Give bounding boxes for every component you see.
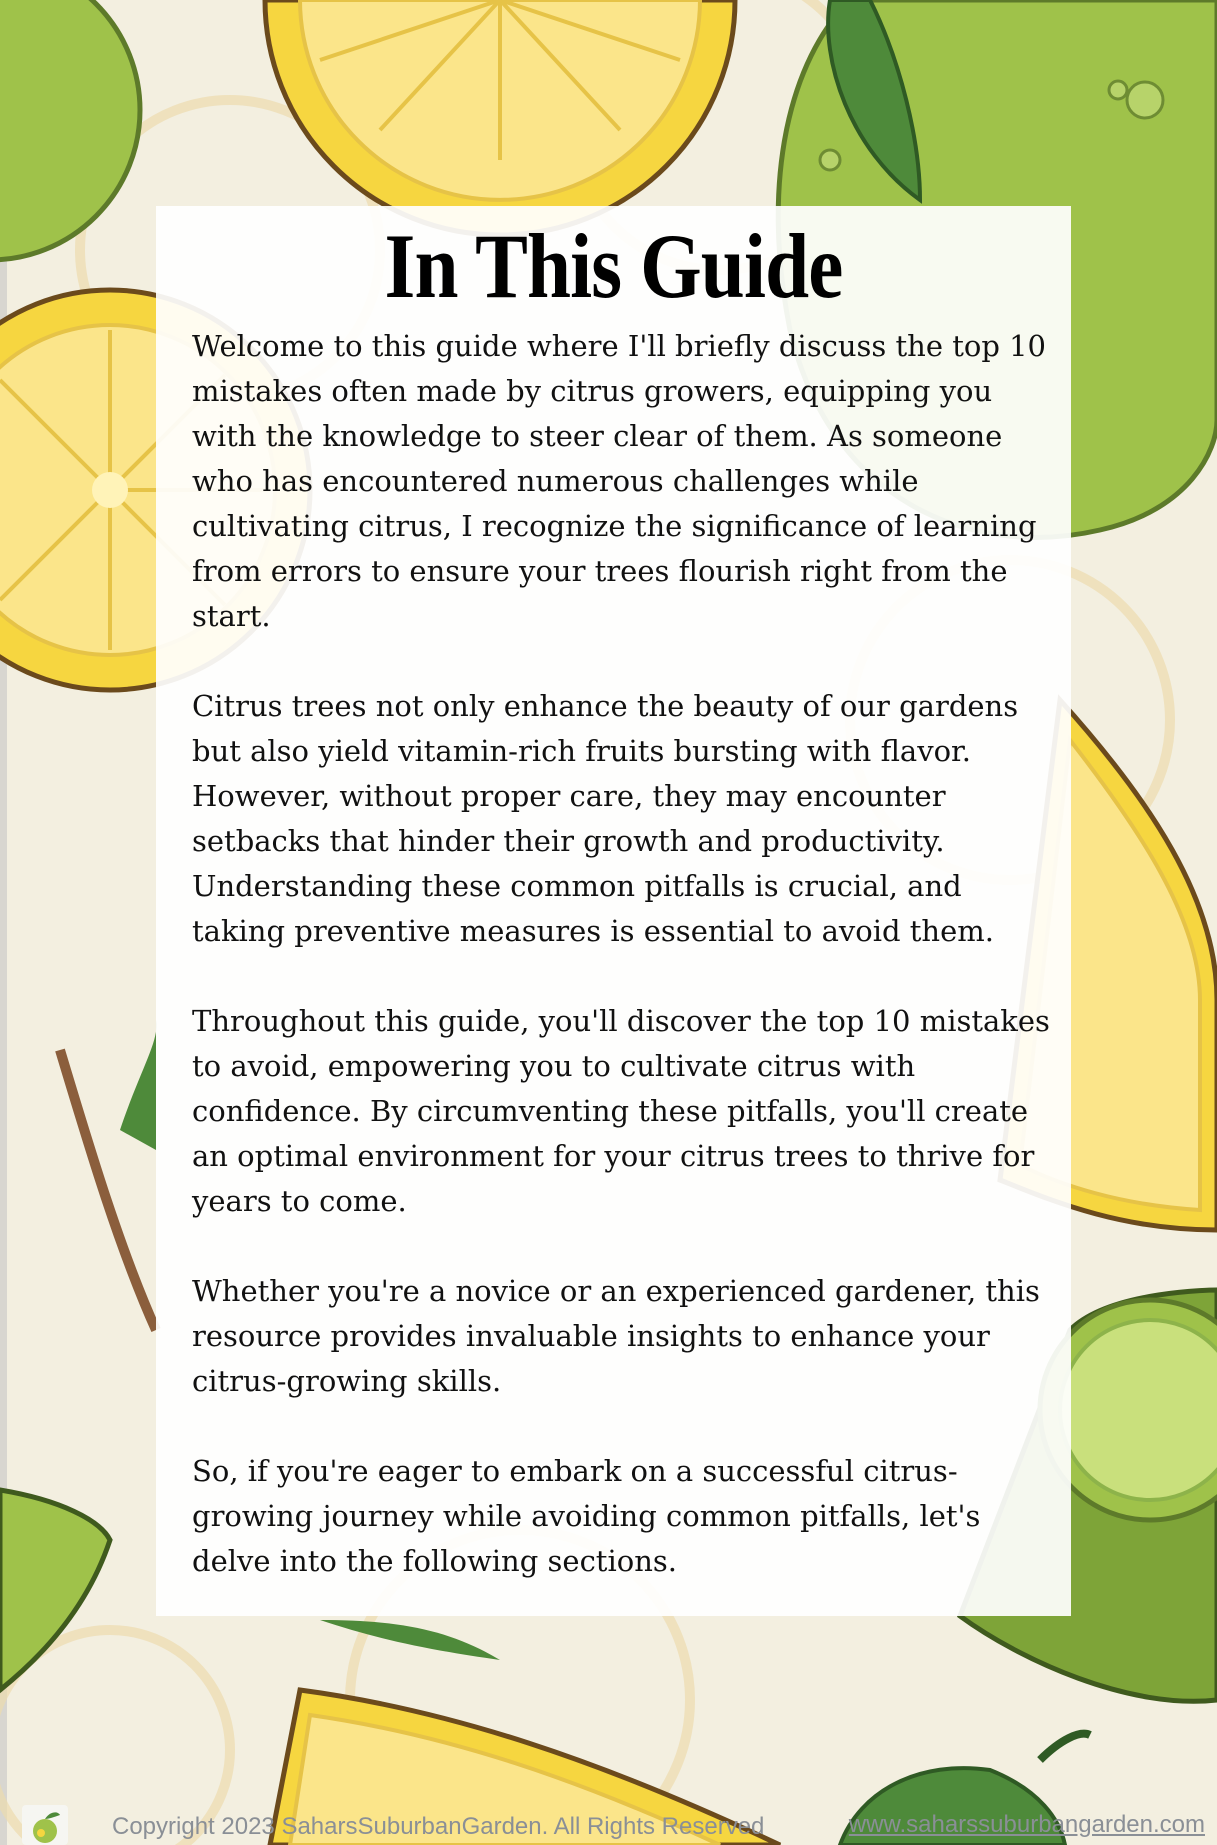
guide-body [192, 324, 1052, 1629]
paragraph-closing: So, if you're eager to embark on a successful citrus-growing journey while avoiding common pitfalls, let's delve into the following sections. [192, 1454, 981, 1578]
page-title: In This Guide [384, 215, 843, 317]
page-footer [0, 1805, 1217, 1845]
copyright-text: Copyright 2023 SaharsSuburbanGarden. All Rights Reserved [112, 1813, 765, 1840]
brand-logo-icon [22, 1805, 68, 1845]
paragraph-benefits: Citrus trees not only enhance the beauty of our gardens but also yield vitamin-rich fruits bursting with flavor. However, without proper care, they may encounter setbacks that hinder their growth and productivity. Understanding these common pitfalls is crucial, and taking preventive measures is essential to avoid them. [192, 689, 1019, 948]
paragraph-intro: Welcome to this guide where I'll briefly discuss the top 10 mistakes often made by citrus growers, equipping you with the knowledge to steer clear of them. As someone who has encountered numerous challenges while cultivating citrus, I recognize the significance of learning from errors to ensure your trees flourish right from the start. [192, 329, 1046, 633]
paragraph-audience: Whether you're a novice or an experienced gardener, this resource provides invaluable insights to enhance your citrus-growing skills. [192, 1274, 1040, 1398]
guide-content-panel [156, 206, 1071, 1616]
paragraph-overview: Throughout this guide, you'll discover the top 10 mistakes to avoid, empowering you to cultivate citrus with confidence. By circumventing these pitfalls, you'll create an optimal environment for your citrus trees to thrive for years to come. [192, 1004, 1050, 1218]
lime-wedge-bottom-left-illustration [0, 1490, 110, 1690]
lime-top-left-illustration [0, 0, 140, 260]
twig-left-illustration [60, 1020, 157, 1330]
lemon-half-top-illustration [265, 0, 735, 235]
website-link[interactable]: www.saharssuburbangarden.com [848, 1811, 1205, 1838]
